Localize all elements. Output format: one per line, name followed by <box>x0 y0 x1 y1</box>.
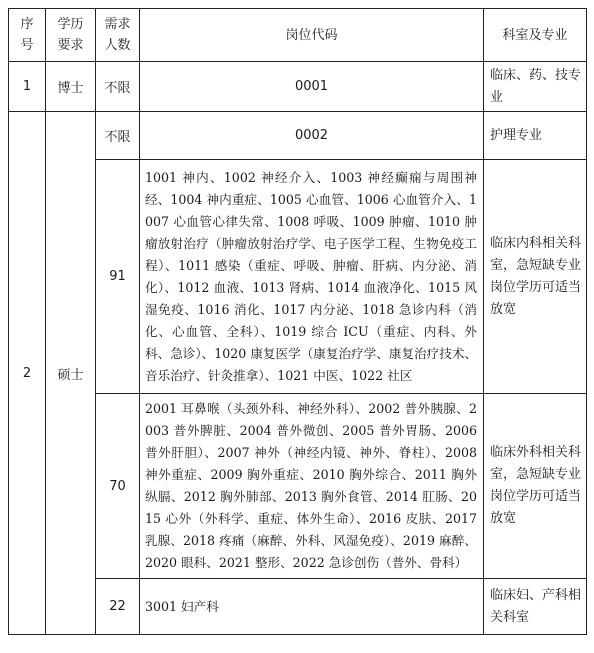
row-dept: 临床、药、技专业 <box>484 62 587 112</box>
header-edu: 学历要求 <box>46 9 96 62</box>
table-row <box>9 62 587 112</box>
row-count: 不限 <box>96 112 140 160</box>
row-count: 70 <box>96 394 140 579</box>
row-seq: 1 <box>9 62 46 112</box>
header-row <box>9 9 587 62</box>
job-requirements-sheet <box>8 8 586 644</box>
row-dept: 护理专业 <box>484 112 587 160</box>
row-edu: 博士 <box>46 62 96 112</box>
header-dept: 科室及专业 <box>484 9 587 62</box>
row-dept: 临床妇、产科相关科室 <box>484 579 587 635</box>
row-count: 22 <box>96 579 140 635</box>
row-code: 0001 <box>140 62 484 112</box>
row-code: 2001 耳鼻喉（头颈外科、神经外科）、2002 普外胰腺、2003 普外脾脏、2004 普外微创、2005 普外胃肠、2006 普外肝胆）、2007 神外（神经内镜、神外、脊柱）、2008 神外重症、2009 胸外重症、2010 胸外综合、2011 胸外纵膈、2012 胸外肺部、2013 胸外食管、2014 肛肠、2015 心外（外科学、重症、体外生命）、2016 皮肤、2017 乳腺、2018 疼痛（麻醉、外科、风湿免疫）、2019 麻醉、2020 眼科、2021 整形、2022 急诊创伤（普外、骨科） <box>140 394 484 579</box>
row-dept: 临床外科相关科室，急短缺专业岗位学历可适当放宽 <box>484 394 587 579</box>
table-row <box>9 579 587 635</box>
job-requirements-table <box>8 8 587 635</box>
table-row <box>9 160 587 394</box>
row-code: 3001 妇产科 <box>140 579 484 635</box>
table-row <box>9 112 587 160</box>
row-code: 0002 <box>140 112 484 160</box>
row-dept: 临床内科相关科室，急短缺专业岗位学历可适当放宽 <box>484 160 587 394</box>
header-count: 需求人数 <box>96 9 140 62</box>
row-code: 1001 神内、1002 神经介入、1003 神经癫痫与周围神经、1004 神内重症、1005 心血管、1006 心血管介入、1007 心血管心律失常、1008 呼吸、1009 肿瘤、1010 肿瘤放射治疗（肿瘤放射治疗学、电子医学工程、生物免疫工程）、1011 感染（重症、呼吸、肿瘤、肝病、内分泌、消化）、1012 血液、1013 肾病、1014 血液净化、1015 风湿免疫、1016 消化、1017 内分泌、1018 急诊内科（消化、心血管、全科）、1019 综合 ICU（重症、内科、外科、急诊）、1020 康复医学（康复治疗学、康复治疗技术、音乐治疗、针灸推拿）、1021 中医、1022 社区 <box>140 160 484 394</box>
row-edu: 硕士 <box>46 112 96 635</box>
row-count: 91 <box>96 160 140 394</box>
row-count: 不限 <box>96 62 140 112</box>
table-row <box>9 394 587 579</box>
header-code: 岗位代码 <box>140 9 484 62</box>
header-seq: 序号 <box>9 9 46 62</box>
row-seq: 2 <box>9 112 46 635</box>
